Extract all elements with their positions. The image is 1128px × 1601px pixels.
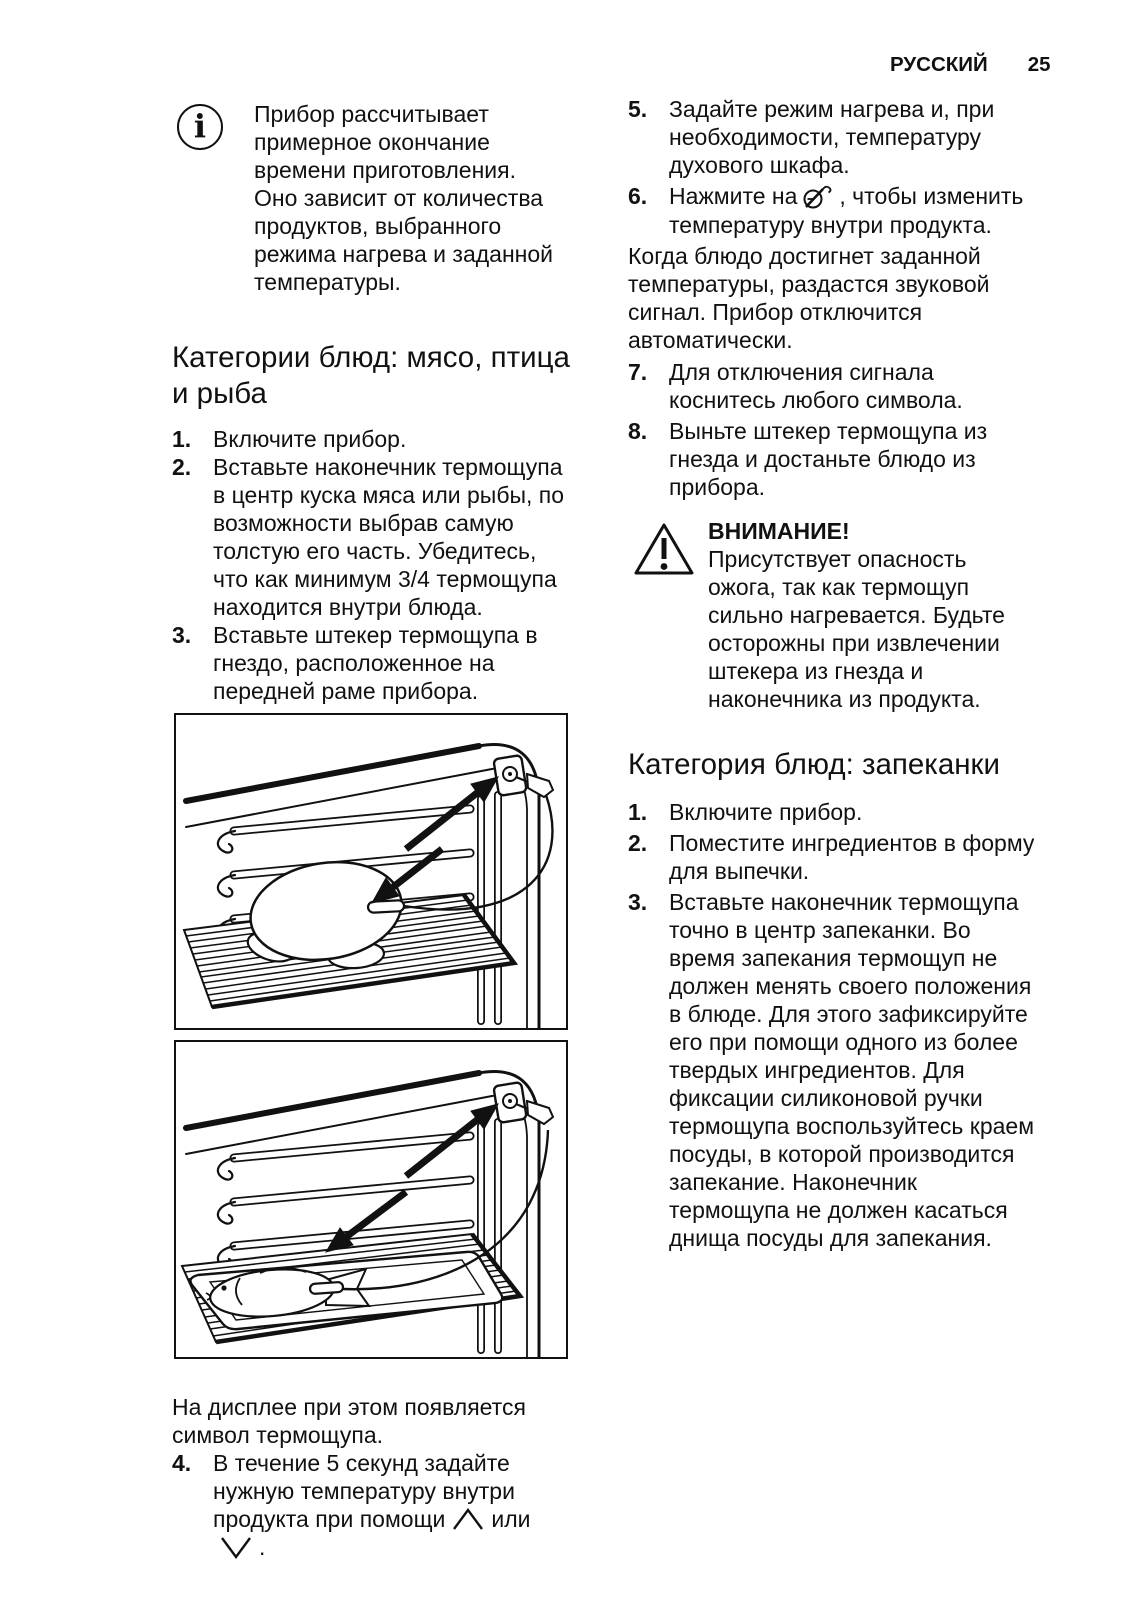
meat-step-8 bbox=[628, 417, 1040, 501]
step-text: Вставьте штекер термощупа в гнездо, расположенное на передней раме прибора. bbox=[213, 622, 538, 704]
warning-title: ВНИМАНИЕ! bbox=[708, 518, 850, 544]
meat-step-1 bbox=[172, 425, 570, 453]
step-number: 3. bbox=[628, 889, 648, 915]
meat-step-3 bbox=[172, 621, 570, 705]
step-number: 2. bbox=[628, 830, 648, 856]
step-text bbox=[669, 182, 1040, 239]
step-text: Вставьте наконечник термощупа в центр куска мяса или рыбы, по возможности выбрав самую толстую его часть. Убедитесь, что как минимум 3/4 термощупа находится внутри блюда. bbox=[213, 454, 565, 620]
language-label: РУССКИЙ bbox=[890, 53, 988, 76]
step-number: 6. bbox=[628, 183, 648, 209]
display-note: На дисплее при этом появляется символ термощупа. bbox=[172, 1394, 526, 1448]
casserole-step-3 bbox=[628, 888, 1040, 1252]
warning-box bbox=[628, 517, 1040, 713]
meat-step-6 bbox=[628, 182, 1040, 239]
warning-triangle-icon bbox=[633, 521, 695, 577]
info-icon: i bbox=[177, 104, 223, 150]
step-text: Включите прибор. bbox=[213, 426, 407, 452]
right-column bbox=[628, 95, 1040, 1255]
step6-text-post: , чтобы изменить температуру внутри продукта. bbox=[669, 183, 1024, 238]
oven-fish-probe-figure bbox=[174, 1040, 568, 1359]
step-number: 7. bbox=[628, 359, 648, 385]
warning-text: Присутствует опасность ожога, так как термощуп сильно нагревается. Будьте осторожны при извлечении штекера из гнезда и наконечника из продукта. bbox=[708, 546, 1005, 712]
step4-text-mid: или bbox=[491, 1506, 531, 1532]
step-text: Вставьте наконечник термощупа точно в центр запеканки. Во время запекания термощуп не должен менять своего положения в блюде. Для этого зафиксируйте его при помощи одного из более твердых ингредиентов. Для фиксации силиконовой ручки термощупа воспользуйтесь краем посуды, в которой производится запекание. Наконечник термощупа не должен касаться днища посуды для запекания. bbox=[669, 889, 1035, 1251]
page-header bbox=[890, 53, 1051, 77]
step-text: Для отключения сигнала коснитесь любого символа. bbox=[669, 359, 963, 413]
step-number: 3. bbox=[172, 622, 192, 648]
step-text bbox=[213, 1449, 570, 1561]
step-number: 4. bbox=[172, 1450, 192, 1476]
probe-socket bbox=[493, 755, 553, 797]
step-number: 2. bbox=[172, 454, 192, 480]
meat-step-4 bbox=[172, 1449, 570, 1561]
casserole-step-1 bbox=[628, 798, 1040, 826]
step4-text-end: . bbox=[259, 1534, 266, 1560]
section-title-meat: Категории блюд: мясо, птица и рыба bbox=[172, 341, 570, 410]
meat-step-2 bbox=[172, 453, 570, 621]
step-number: 1. bbox=[172, 426, 192, 452]
step-number: 5. bbox=[628, 96, 648, 122]
oven-meat-probe-figure bbox=[174, 713, 568, 1030]
step-number: 1. bbox=[628, 799, 648, 825]
step-text: Поместите ингредиентов в форму для выпечки. bbox=[669, 830, 1035, 884]
auto-off-paragraph: Когда блюдо достигнет заданной температуры, раздастся звуковой сигнал. Прибор отключится автоматически. bbox=[628, 243, 990, 353]
arrow-down-icon bbox=[219, 1533, 253, 1561]
info-note-text: Прибор рассчитывает примерное окончание времени приготовления. Оно зависит от количества продуктов, выбранного режима нагрева и заданной температуры. bbox=[254, 101, 553, 295]
casserole-step-2 bbox=[628, 829, 1040, 885]
warning-body bbox=[708, 517, 1040, 713]
left-column bbox=[172, 100, 570, 1561]
info-note bbox=[172, 100, 570, 296]
probe-socket bbox=[493, 1082, 553, 1124]
step6-text-pre: Нажмите на bbox=[669, 183, 798, 209]
food-sensor-icon bbox=[802, 183, 834, 211]
step-text: Задайте режим нагрева и, при необходимости, температуру духового шкафа. bbox=[669, 96, 995, 178]
meat-step-7 bbox=[628, 358, 1040, 414]
food-probe bbox=[310, 1282, 344, 1294]
step-number: 8. bbox=[628, 418, 648, 444]
section-title-casserole: Категория блюд: запеканки bbox=[628, 748, 1000, 781]
arrow-up-icon bbox=[451, 1505, 485, 1533]
page-number: 25 bbox=[1027, 53, 1051, 76]
step4-text-pre: В течение 5 секунд задайте нужную температуру внутри продукта при помощи bbox=[213, 1450, 515, 1532]
meat-step-5 bbox=[628, 95, 1040, 179]
step-text: Выньте штекер термощупа из гнезда и достаньте блюдо из прибора. bbox=[669, 418, 988, 500]
step-text: Включите прибор. bbox=[669, 799, 863, 825]
